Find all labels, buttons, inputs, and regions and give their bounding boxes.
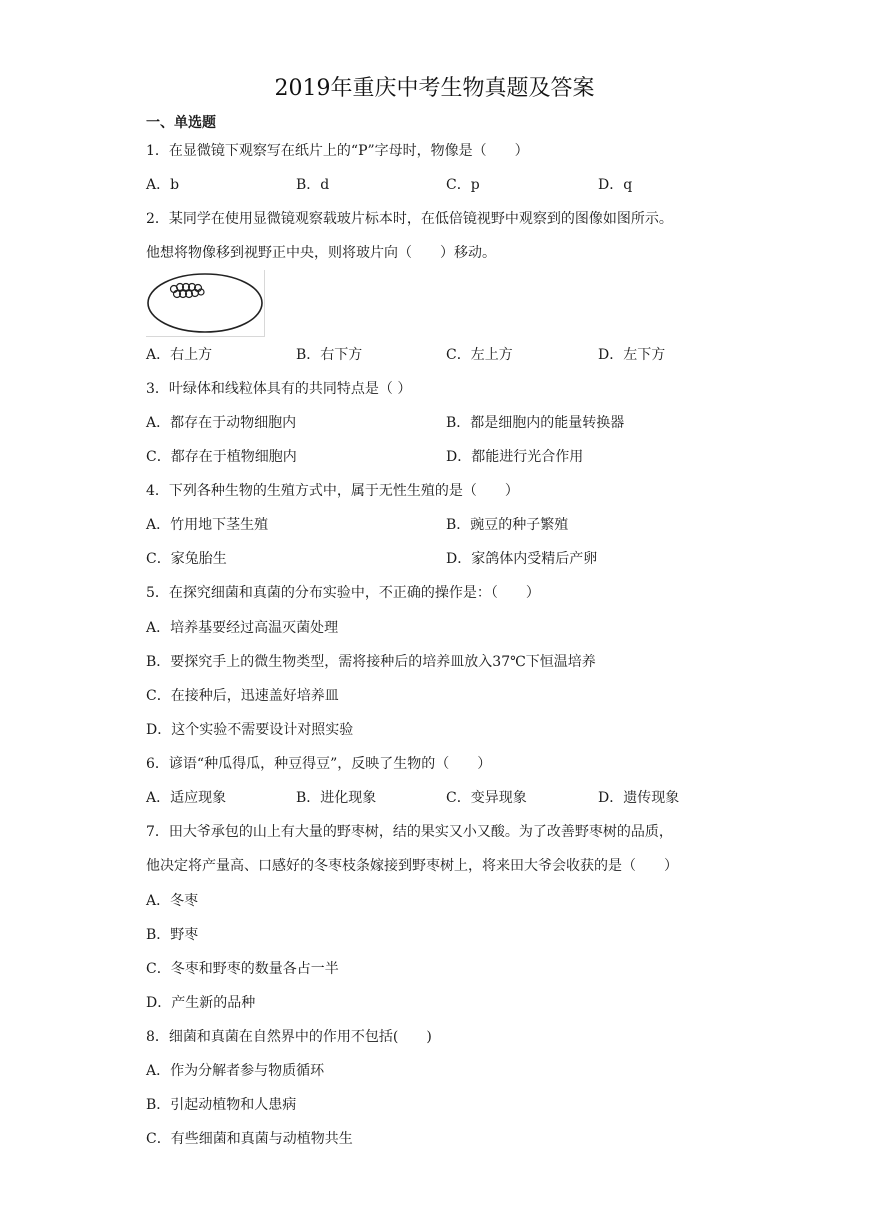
question-1-option-a: A．b <box>146 177 180 193</box>
question-5-option-c: C．在接种后，迅速盖好培养皿 <box>146 688 339 704</box>
question-8-option-c: C．有些细菌和真菌与动植物共生 <box>146 1131 353 1147</box>
question-7-stem-line-2: 他决定将产量高、口感好的冬枣枝条嫁接到野枣树上，将来田大爷会收获的是（ ） <box>146 858 678 874</box>
question-8-option-a: A．作为分解者参与物质循环 <box>146 1063 325 1079</box>
question-2-stem-line-2: 他想将物像移到视野正中央，则将玻片向（ ）移动。 <box>146 245 496 261</box>
question-7-option-c: C．冬枣和野枣的数量各占一半 <box>146 961 339 977</box>
question-7-stem-line-1: 7．田大爷承包的山上有大量的野枣树，结的果实又小又酸。为了改善野枣树的品质， <box>146 824 673 840</box>
question-5-option-a: A．培养基要经过高温灭菌处理 <box>146 620 339 636</box>
question-2-option-d: D．左下方 <box>598 347 666 363</box>
question-5-stem: 5．在探究细菌和真菌的分布实验中，不正确的操作是：（ ） <box>146 585 540 601</box>
question-5-option-b: B．要探究手上的微生物类型，需将接种后的培养皿放入37℃下恒温培养 <box>146 654 596 670</box>
question-1-stem: 1．在显微镜下观察写在纸片上的“P”字母时，物像是（ ） <box>146 143 529 159</box>
question-8-option-b: B．引起动植物和人患病 <box>146 1097 297 1113</box>
question-7-option-a: A．冬枣 <box>146 893 199 909</box>
question-7-option-b: B．野枣 <box>146 927 199 943</box>
question-3-option-b: B．都是细胞内的能量转换器 <box>446 415 625 431</box>
question-5-option-d: D．这个实验不需要设计对照实验 <box>146 722 354 738</box>
question-2-option-b: B．右下方 <box>296 347 363 363</box>
question-2-option-a: A．右上方 <box>146 347 213 363</box>
question-6-option-c: C．变异现象 <box>446 790 527 806</box>
question-6-stem: 6．谚语“种瓜得瓜，种豆得豆”，反映了生物的（ ） <box>146 756 492 772</box>
question-3-option-c: C．都存在于植物细胞内 <box>146 449 297 465</box>
question-4-option-a: A．竹用地下茎生殖 <box>146 517 269 533</box>
question-4-option-b: B．豌豆的种子繁殖 <box>446 517 569 533</box>
question-4-stem: 4．下列各种生物的生殖方式中，属于无性生殖的是（ ） <box>146 483 519 499</box>
question-7-option-d: D．产生新的品种 <box>146 995 256 1011</box>
question-3-option-d: D．都能进行光合作用 <box>446 449 584 465</box>
question-3-stem: 3．叶绿体和线粒体具有的共同特点是（ ） <box>146 381 412 397</box>
field-of-view-ellipse <box>148 274 262 332</box>
page-title: 2019年重庆中考生物真题及答案 <box>274 76 595 101</box>
question-2-option-c: C．左上方 <box>446 347 513 363</box>
question-3-option-a: A．都存在于动物细胞内 <box>146 415 297 431</box>
question-4-option-d: D．家鸽体内受精后产卵 <box>446 551 598 567</box>
question-1-option-d: D．q <box>598 177 633 193</box>
cell-cluster <box>171 284 205 298</box>
question-1-option-c: C．p <box>446 177 480 193</box>
question-6-option-a: A．适应现象 <box>146 790 227 806</box>
section-heading: 一、单选题 <box>146 115 216 131</box>
question-6-option-b: B．进化现象 <box>296 790 377 806</box>
question-8-stem: 8．细菌和真菌在自然界中的作用不包括( ) <box>146 1029 432 1045</box>
question-6-option-d: D．遗传现象 <box>598 790 680 806</box>
question-1-option-b: B．d <box>296 177 330 193</box>
question-4-option-c: C．家兔胎生 <box>146 551 227 567</box>
microscope-field-figure <box>146 270 265 337</box>
question-2-stem-line-1: 2．某同学在使用显微镜观察载玻片标本时，在低倍镜视野中观察到的图像如图所示。 <box>146 211 673 227</box>
